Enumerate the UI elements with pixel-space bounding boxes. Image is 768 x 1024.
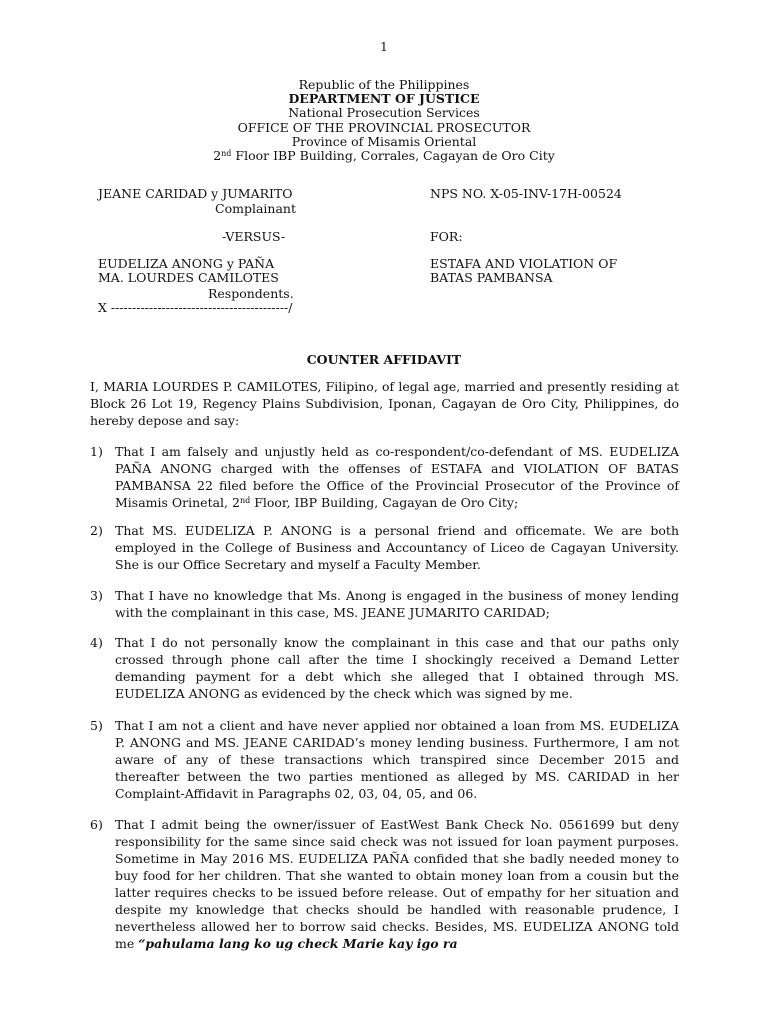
page-number: 1 xyxy=(380,40,388,54)
paragraph-6-body: That I admit being the owner/issuer of EastWest Bank Check No. 0561699 but deny responsibility for the same since said check was not issued for loan payment purposes. Sometime in May 2016 MS. EUDELIZA PAÑA confided that she badly needed money to buy food for her children. That she wanted to obtain money loan from a cousin but the latter requires checks to be issued before release. Out of empathy for her situation and despite my knowledge that checks should be handled with reasonable prudence, I nevertheless allowed her to borrow said checks. Besides, MS. EUDELIZA ANONG told me xyxy=(115,817,679,951)
header-province: Province of Misamis Oriental xyxy=(291,133,477,149)
header-office: OFFICE OF THE PROVINCIAL PROSECUTOR xyxy=(237,119,531,135)
document-header xyxy=(0,78,768,163)
paragraph-1-text-a: That I am falsely and unjustly held as co-respondent/co-defendant of MS. EUDELIZA PAÑA ANONG charged with the offenses of ESTAFA and VIOLATION OF BATAS PAMBANSA 22 filed before the Office of the Provincial Prosecutor of the Province of Misamis Orinetal, 2 xyxy=(115,444,679,510)
paragraph-2 xyxy=(90,522,679,573)
paragraph-3 xyxy=(90,587,679,621)
paragraph-6-number: 6) xyxy=(90,817,103,832)
header-address-rest: Floor IBP Building, Corrales, Cagayan de Oro City xyxy=(231,148,555,164)
respondents-label: Respondents. xyxy=(208,286,294,301)
respondent-2: MA. LOURDES CAMILOTES xyxy=(98,270,279,285)
charge-line-1: ESTAFA AND VIOLATION OF xyxy=(430,256,618,271)
header-address xyxy=(0,149,768,163)
paragraph-6-text xyxy=(115,816,679,952)
paragraph-1-sup: nd xyxy=(239,496,251,505)
paragraph-6-quote: “pahulama lang ko ug check Marie kay igo ra xyxy=(138,936,458,951)
header-republic: Republic of the Philippines xyxy=(298,77,470,92)
paragraph-5-text: That I am not a client and have never applied nor obtained a loan from MS. EUDELIZA P. ANONG and MS. JEANE CARIDAD’s money lending business. Furthermore, I am not aware of any of these transactions which transpired since December 2015 and thereafter between the two parties mentioned as alleged by MS. CARIDAD in her Complaint-Affidavit in Paragraphs 02, 03, 04, 05, and 06. xyxy=(115,718,679,801)
paragraph-3-number: 3) xyxy=(90,588,103,603)
paragraph-1-number: 1) xyxy=(90,444,103,459)
complainant-label: Complainant xyxy=(215,201,296,216)
respondent-1: EUDELIZA ANONG y PAÑA xyxy=(98,256,275,271)
intro-paragraph: I, MARIA LOURDES P. CAMILOTES, Filipino, of legal age, married and presently residing at Block 26 Lot 19, Regency Plains Subdivision, Iponan, Cagayan de Oro City, Philippines, do hereby depose and say: xyxy=(90,379,679,428)
paragraph-2-text: That MS. EUDELIZA P. ANONG is a personal friend and officemate. We are both employed in the College of Business and Accountancy of Liceo de Cagayan University. She is our Office Secretary and myself a Faculty Member. xyxy=(115,523,679,572)
paragraph-4-number: 4) xyxy=(90,635,103,650)
paragraph-5-number: 5) xyxy=(90,718,103,733)
header-department: DEPARTMENT OF JUSTICE xyxy=(288,91,480,107)
versus-label: -VERSUS- xyxy=(222,229,286,244)
paragraph-4 xyxy=(90,634,679,702)
paragraph-6 xyxy=(90,816,679,952)
caption-x-line: X ------------------------------------------/ xyxy=(98,300,293,315)
paragraph-1-text-b: Floor, IBP Building, Cagayan de Oro City; xyxy=(250,495,519,510)
paragraph-4-text: That I do not personally know the complainant in this case and that our paths only crossed through phone call after the time I shockingly received a Demand Letter demanding payment for a debt which she alleged that I obtained through MS. EUDELIZA ANONG as evidenced by the check which was signed by me. xyxy=(115,635,679,701)
for-label: FOR: xyxy=(430,229,463,244)
charge-line-2: BATAS PAMBANSA xyxy=(430,270,553,285)
paragraph-3-text: That I have no knowledge that Ms. Anong is engaged in the business of money lending with the complainant in this case, MS. JEANE JUMARITO CARIDAD; xyxy=(115,588,679,620)
complainant-name: JEANE CARIDAD y JUMARITO xyxy=(98,186,293,201)
header-service: National Prosecution Services xyxy=(288,105,480,121)
paragraph-5 xyxy=(90,717,679,802)
paragraph-1 xyxy=(90,443,679,511)
header-address-sup: nd xyxy=(221,149,232,159)
paragraph-1-text xyxy=(115,443,679,511)
document-title: COUNTER AFFIDAVIT xyxy=(306,352,462,367)
paragraph-2-number: 2) xyxy=(90,523,103,538)
header-address-num: 2 xyxy=(213,148,222,164)
nps-number: NPS NO. X-05-INV-17H-00524 xyxy=(430,186,622,201)
